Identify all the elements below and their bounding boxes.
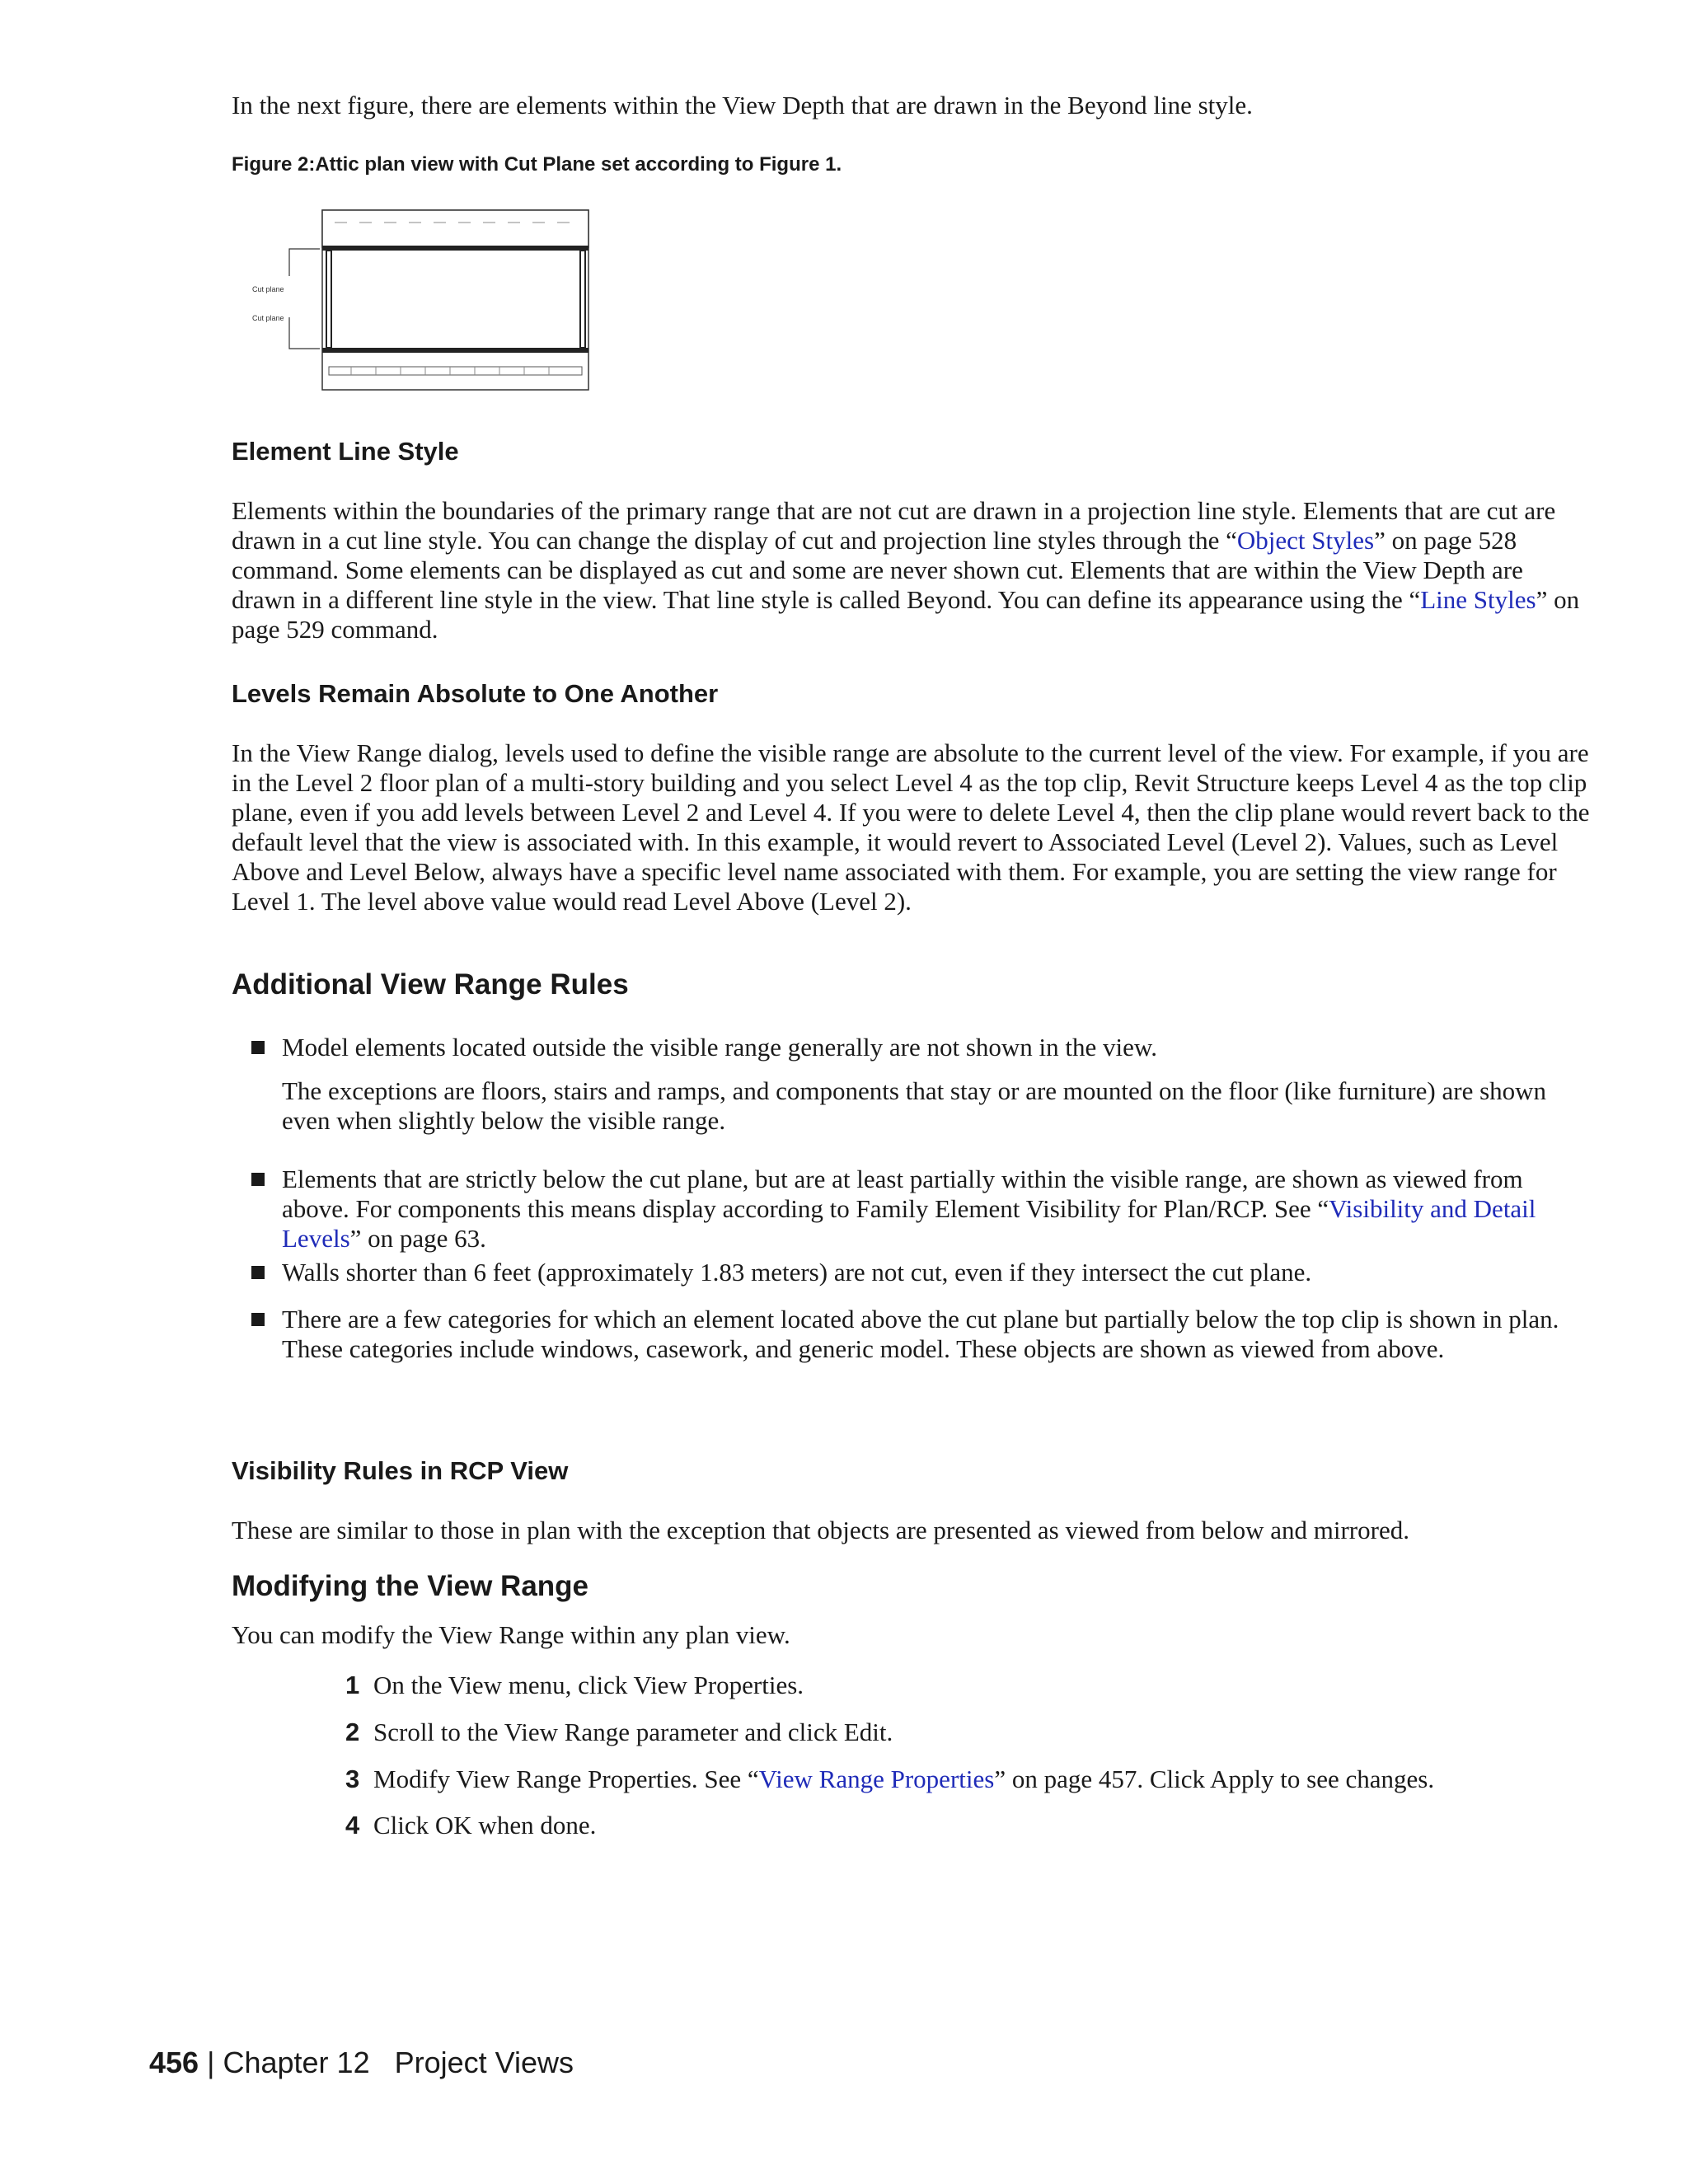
- heading-rcp-rules: Visibility Rules in RCP View: [232, 1456, 569, 1485]
- bullet-text: [282, 1165, 1592, 1254]
- attic-plan-figure: [244, 206, 590, 404]
- step-number: 4: [345, 1811, 360, 1840]
- heading-modifying-view-range: Modifying the View Range: [232, 1570, 589, 1602]
- step-text: Click OK when done.: [373, 1811, 597, 1840]
- step-text: On the View menu, click View Properties.: [373, 1671, 804, 1699]
- cut-plane-label-bottom: Cut plane: [252, 314, 284, 322]
- bullet-text: Model elements located outside the visible range generally are not shown in the view.: [282, 1033, 1158, 1062]
- heading-levels-absolute: Levels Remain Absolute to One Another: [232, 679, 719, 708]
- figure-caption: Figure 2:Attic plan view with Cut Plane set according to Figure 1.: [232, 153, 842, 176]
- step-text-post: ” on page 457. Click Apply to see changes.: [994, 1765, 1435, 1793]
- rule-bullet-1: [251, 1033, 1592, 1062]
- step-text: Scroll to the View Range parameter and click Edit.: [373, 1718, 893, 1746]
- line-styles-link[interactable]: Line Styles: [1420, 585, 1536, 614]
- step-text-pre: Modify View Range Properties. See “: [373, 1765, 759, 1793]
- attic-plan-drawing: [244, 206, 590, 404]
- view-range-properties-link[interactable]: View Range Properties: [758, 1765, 995, 1793]
- rule-bullet-1-detail: [251, 1076, 1592, 1136]
- els-text-3: ” on page 529 command.: [232, 585, 1580, 644]
- step-number: 3: [345, 1765, 360, 1793]
- els-text-2: ” on page 528 command. Some elements can be displayed as cut and some are never shown cut. Elements that are within the View Depth are drawn in a different line style in the view. That line style is called Beyond. You can define its appearance using the “: [232, 526, 1523, 614]
- levels-paragraph: In the View Range dialog, levels used to define the visible range are absolute to the current level of the view. For example, if you are in the Level 2 floor plan of a multi-story building and you select Level 4 as the top clip, Revit Structure keeps Level 4 as the top clip plane, even if you add levels between Level 2 and Level 4. If you were to delete Level 4, then the clip plane would revert back to the default level that the view is associated with. In this example, it would revert to Associated Level (Level 2). Values, such as Level Above and Level Below, always have a specific level name associated with them. For example, you are setting the view range for Level 1. The level above value would read Level Above (Level 2).: [232, 738, 1590, 916]
- step-4: [345, 1811, 1582, 1840]
- object-styles-link[interactable]: Object Styles: [1236, 526, 1375, 555]
- heading-element-line-style: Element Line Style: [232, 437, 459, 466]
- b2-text-pre: Elements that are strictly below the cut plane, but are at least partially within the visible range, are shown as viewed from above. For components this means display according to Family Element Visibility for Plan/RCP. See “: [282, 1165, 1523, 1223]
- footer-title: Project Views: [394, 2046, 574, 2079]
- step-number: 2: [345, 1718, 360, 1746]
- els-quote-open: “: [1226, 526, 1237, 555]
- page-footer: [149, 2046, 574, 2080]
- step-1: [345, 1671, 1582, 1700]
- els-text-1: Elements within the boundaries of the primary range that are not cut are drawn in a projection line style. Elements that are cut are drawn in a cut line style. You can change the display of cut and projection line styles through the: [232, 496, 1556, 555]
- step-2: [345, 1718, 1582, 1747]
- bullet-text: There are a few categories for which an element located above the cut plane but partially below the top clip is shown in plan. These categories include windows, casework, and generic model. These objects are shown as viewed from above.: [282, 1305, 1559, 1363]
- element-line-style-paragraph: [232, 496, 1592, 644]
- bullet-square-icon: [251, 1173, 265, 1186]
- step-number: 1: [345, 1671, 360, 1699]
- step-3: [345, 1765, 1582, 1794]
- rule-bullet-2: [251, 1165, 1592, 1254]
- intro-paragraph: In the next figure, there are elements within the View Depth that are drawn in the Beyond line style.: [232, 91, 1253, 120]
- modify-intro: You can modify the View Range within any plan view.: [232, 1620, 790, 1649]
- b2-text-post: ” on page 63.: [349, 1224, 486, 1253]
- cut-plane-label-top: Cut plane: [252, 285, 284, 293]
- heading-additional-rules: Additional View Range Rules: [232, 968, 629, 1001]
- bullet-square-icon: [251, 1266, 265, 1279]
- rcp-paragraph: These are similar to those in plan with the exception that objects are presented as viewed from below and mirrored.: [232, 1516, 1409, 1544]
- bullet-square-icon: [251, 1313, 265, 1326]
- rule-bullet-3: [251, 1258, 1592, 1287]
- bullet-square-icon: [251, 1041, 265, 1054]
- footer-separator: |: [207, 2046, 215, 2079]
- visibility-detail-levels-link[interactable]: Visibility and Detail Levels: [282, 1194, 1536, 1253]
- page-number: 456: [149, 2046, 199, 2079]
- rule-bullet-4: [251, 1305, 1592, 1364]
- bullet-subtext: The exceptions are floors, stairs and ramps, and components that stay or are mounted on the floor (like furniture) are shown even when slightly below the visible range.: [282, 1076, 1547, 1135]
- footer-chapter: Chapter 12: [223, 2046, 370, 2079]
- bullet-text: Walls shorter than 6 feet (approximately 1.83 meters) are not cut, even if they intersect the cut plane.: [282, 1258, 1312, 1286]
